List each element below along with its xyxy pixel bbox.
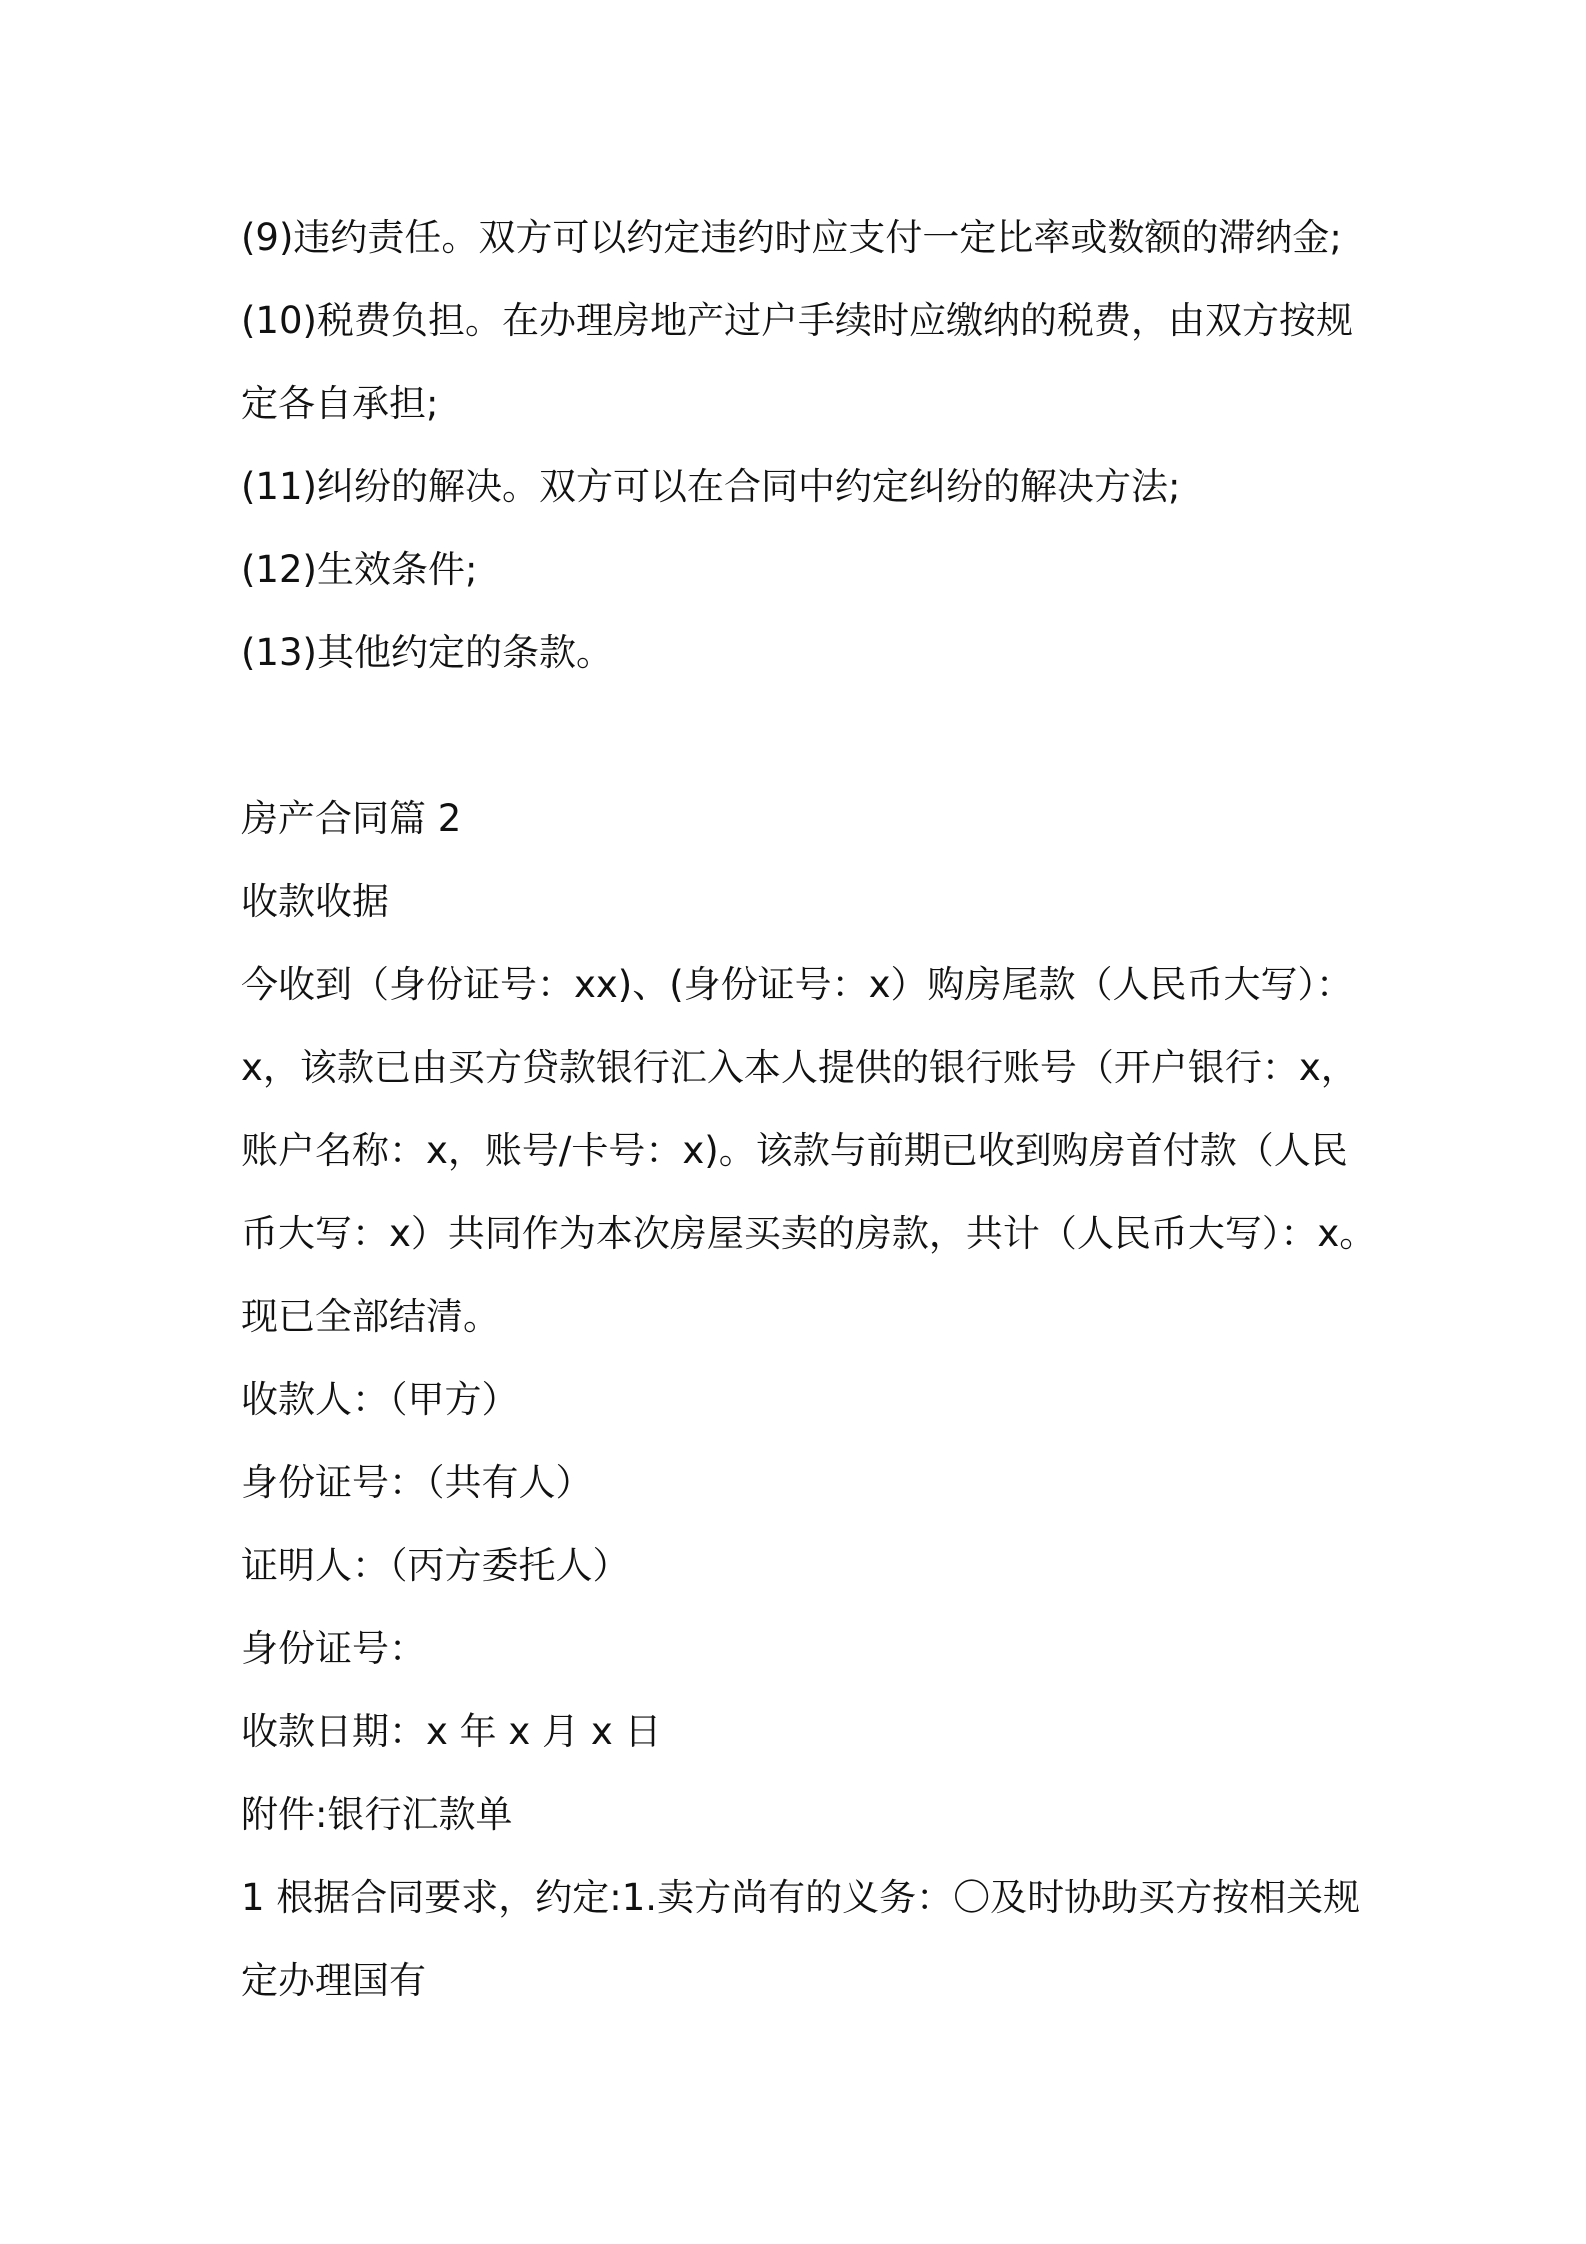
receipt-paragraph-line-1: 今收到（身份证号：xx)、(身份证号：x）购房尾款（人民币大写）：	[241, 963, 1354, 1006]
clause-12: (12)生效条件;	[241, 548, 478, 591]
receipt-paragraph-line-3: 账户名称：x，账号/卡号：x)。该款与前期已收到购房首付款（人民	[241, 1129, 1348, 1172]
obligation-clause-line-2: 定办理国有	[241, 1959, 426, 2002]
joint-owner-id-field: 身份证号：（共有人）	[241, 1461, 593, 1504]
clause-11: (11)纠纷的解决。双方可以在合同中约定纠纷的解决方法;	[241, 465, 1181, 508]
clause-9: (9)违约责任。双方可以约定违约时应支付一定比率或数额的滞纳金;	[241, 216, 1342, 259]
id-number-field: 身份证号：	[241, 1627, 426, 1670]
obligation-clause-line-1: 1 根据合同要求，约定:1.卖方尚有的义务：〇及时协助买方按相关规	[241, 1876, 1361, 1919]
receipt-paragraph-line-4: 币大写：x）共同作为本次房屋买卖的房款，共计（人民币大写）：x。	[241, 1212, 1377, 1255]
receipt-paragraph-line-2: x，该款已由买方贷款银行汇入本人提供的银行账号（开户银行：x，	[241, 1046, 1358, 1089]
payee-field: 收款人：（甲方）	[241, 1378, 519, 1421]
document-body	[241, 196, 1377, 2022]
clause-10-line-1: (10)税费负担。在办理房地产过户手续时应缴纳的税费，由双方按规	[241, 299, 1353, 342]
witness-field: 证明人：（丙方委托人）	[241, 1544, 630, 1587]
section-spacer	[241, 694, 1371, 777]
clause-10-line-2: 定各自承担;	[241, 382, 439, 425]
clause-13: (13)其他约定的条款。	[241, 631, 613, 674]
section-heading: 房产合同篇 2	[241, 797, 462, 840]
attachment-field: 附件:银行汇款单	[241, 1793, 513, 1836]
payment-date-field: 收款日期：x 年 x 月 x 日	[241, 1710, 662, 1753]
receipt-title: 收款收据	[241, 880, 389, 923]
receipt-paragraph-line-5: 现已全部结清。	[241, 1295, 500, 1338]
